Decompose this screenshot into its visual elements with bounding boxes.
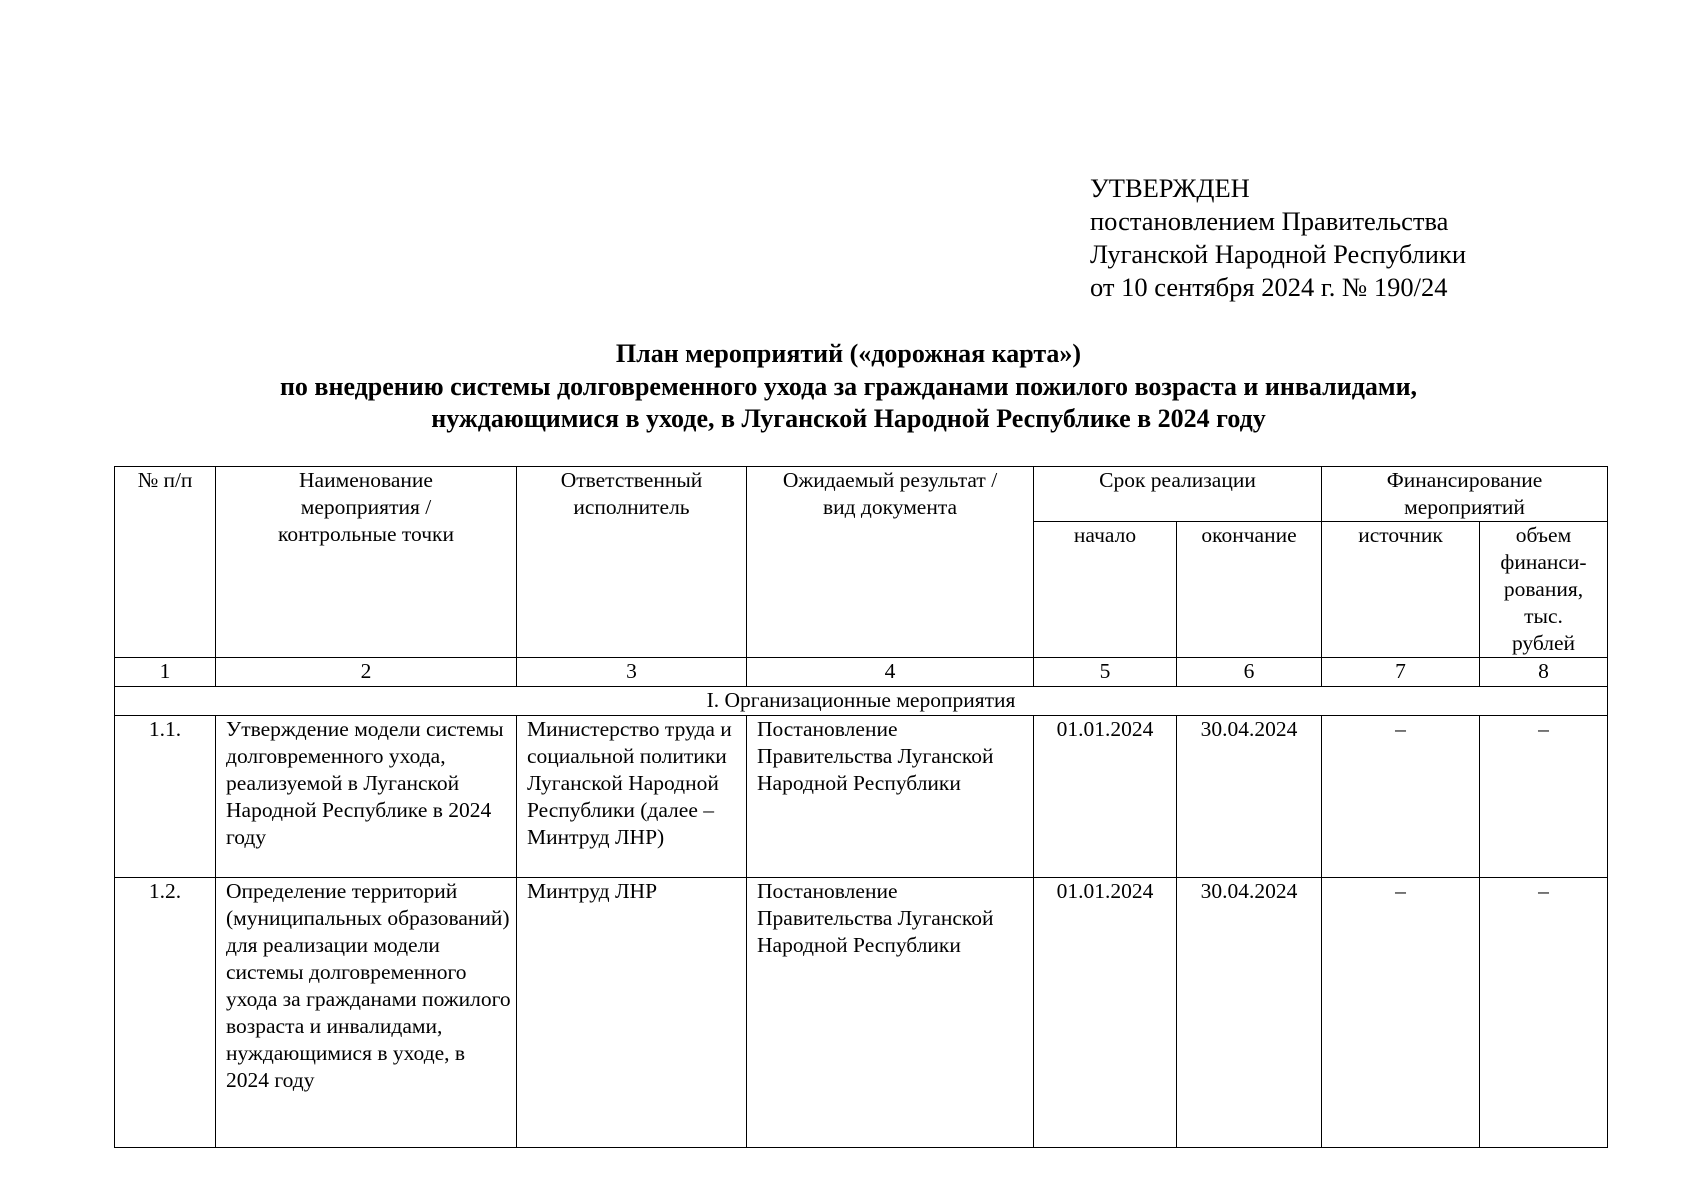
column-number: 1 bbox=[115, 658, 216, 687]
section-heading: I. Организационные мероприятия bbox=[115, 687, 1608, 716]
title-line-3: нуждающимися в уходе, в Луганской Народной Республике в 2024 году bbox=[431, 404, 1266, 433]
column-number: 5 bbox=[1034, 658, 1177, 687]
approval-line-4: от 10 сентября 2024 г. № 190/24 bbox=[1090, 272, 1448, 302]
row-end: 30.04.2024 bbox=[1177, 878, 1322, 1148]
row-end: 30.04.2024 bbox=[1177, 716, 1322, 878]
row-executor: Минтруд ЛНР bbox=[517, 878, 747, 1148]
table-row bbox=[115, 716, 1608, 878]
row-result: Постановление Правительства Луганской Народной Республики bbox=[747, 716, 1034, 878]
title-line-1: План мероприятий («дорожная карта») bbox=[615, 339, 1082, 368]
section-heading-row bbox=[115, 687, 1608, 716]
row-source: – bbox=[1322, 716, 1480, 878]
approval-line-3: Луганской Народной Республики bbox=[1090, 239, 1467, 269]
title-line-2: по внедрению системы долговременного ухода за гражданами пожилого возраста и инвалидами, bbox=[279, 371, 1418, 401]
plan-table bbox=[114, 466, 1608, 1148]
row-source: – bbox=[1322, 878, 1480, 1148]
row-start: 01.01.2024 bbox=[1034, 716, 1177, 878]
header-funding-source: источник bbox=[1322, 522, 1480, 658]
header-funding-volume: объем финанси-рования, тыс. рублей bbox=[1480, 522, 1608, 658]
column-number: 6 bbox=[1177, 658, 1322, 687]
header-result: Ожидаемый результат / вид документа bbox=[747, 467, 1034, 658]
row-volume: – bbox=[1480, 878, 1608, 1148]
approval-stamp bbox=[1090, 172, 1466, 304]
header-term-end: окончание bbox=[1177, 522, 1322, 658]
column-numbers-row bbox=[115, 658, 1608, 687]
header-name: Наименование мероприятия / контрольные точки bbox=[216, 467, 517, 658]
document-title bbox=[0, 338, 1697, 436]
approval-line-2: постановлением Правительства bbox=[1090, 206, 1449, 236]
table-row bbox=[115, 878, 1608, 1148]
header-executor: Ответственный исполнитель bbox=[517, 467, 747, 658]
row-num: 1.2. bbox=[115, 878, 216, 1148]
row-name: Утверждение модели системы долговременного ухода, реализуемой в Луганской Народной Республике в 2024 году bbox=[216, 716, 517, 878]
header-term-start: начало bbox=[1034, 522, 1177, 658]
approval-line-1: УТВЕРЖДЕН bbox=[1090, 173, 1250, 203]
column-number: 2 bbox=[216, 658, 517, 687]
row-num: 1.1. bbox=[115, 716, 216, 878]
row-result: Постановление Правительства Луганской Народной Республики bbox=[747, 878, 1034, 1148]
row-volume: – bbox=[1480, 716, 1608, 878]
row-name: Определение территорий (муниципальных образований) для реализации модели системы долговременного ухода за гражданами пожилого возраста и инвалидами, нуждающимися в уходе, в 2024 году bbox=[216, 878, 517, 1148]
header-funding: Финансирование мероприятий bbox=[1322, 467, 1608, 522]
header-num: № п/п bbox=[115, 467, 216, 658]
row-start: 01.01.2024 bbox=[1034, 878, 1177, 1148]
header-term: Срок реализации bbox=[1034, 467, 1322, 522]
column-number: 8 bbox=[1480, 658, 1608, 687]
header-row-1 bbox=[115, 467, 1608, 522]
column-number: 7 bbox=[1322, 658, 1480, 687]
row-executor: Министерство труда и социальной политики Луганской Народной Республики (далее – Минтруд ЛНР) bbox=[517, 716, 747, 878]
column-number: 3 bbox=[517, 658, 747, 687]
column-number: 4 bbox=[747, 658, 1034, 687]
